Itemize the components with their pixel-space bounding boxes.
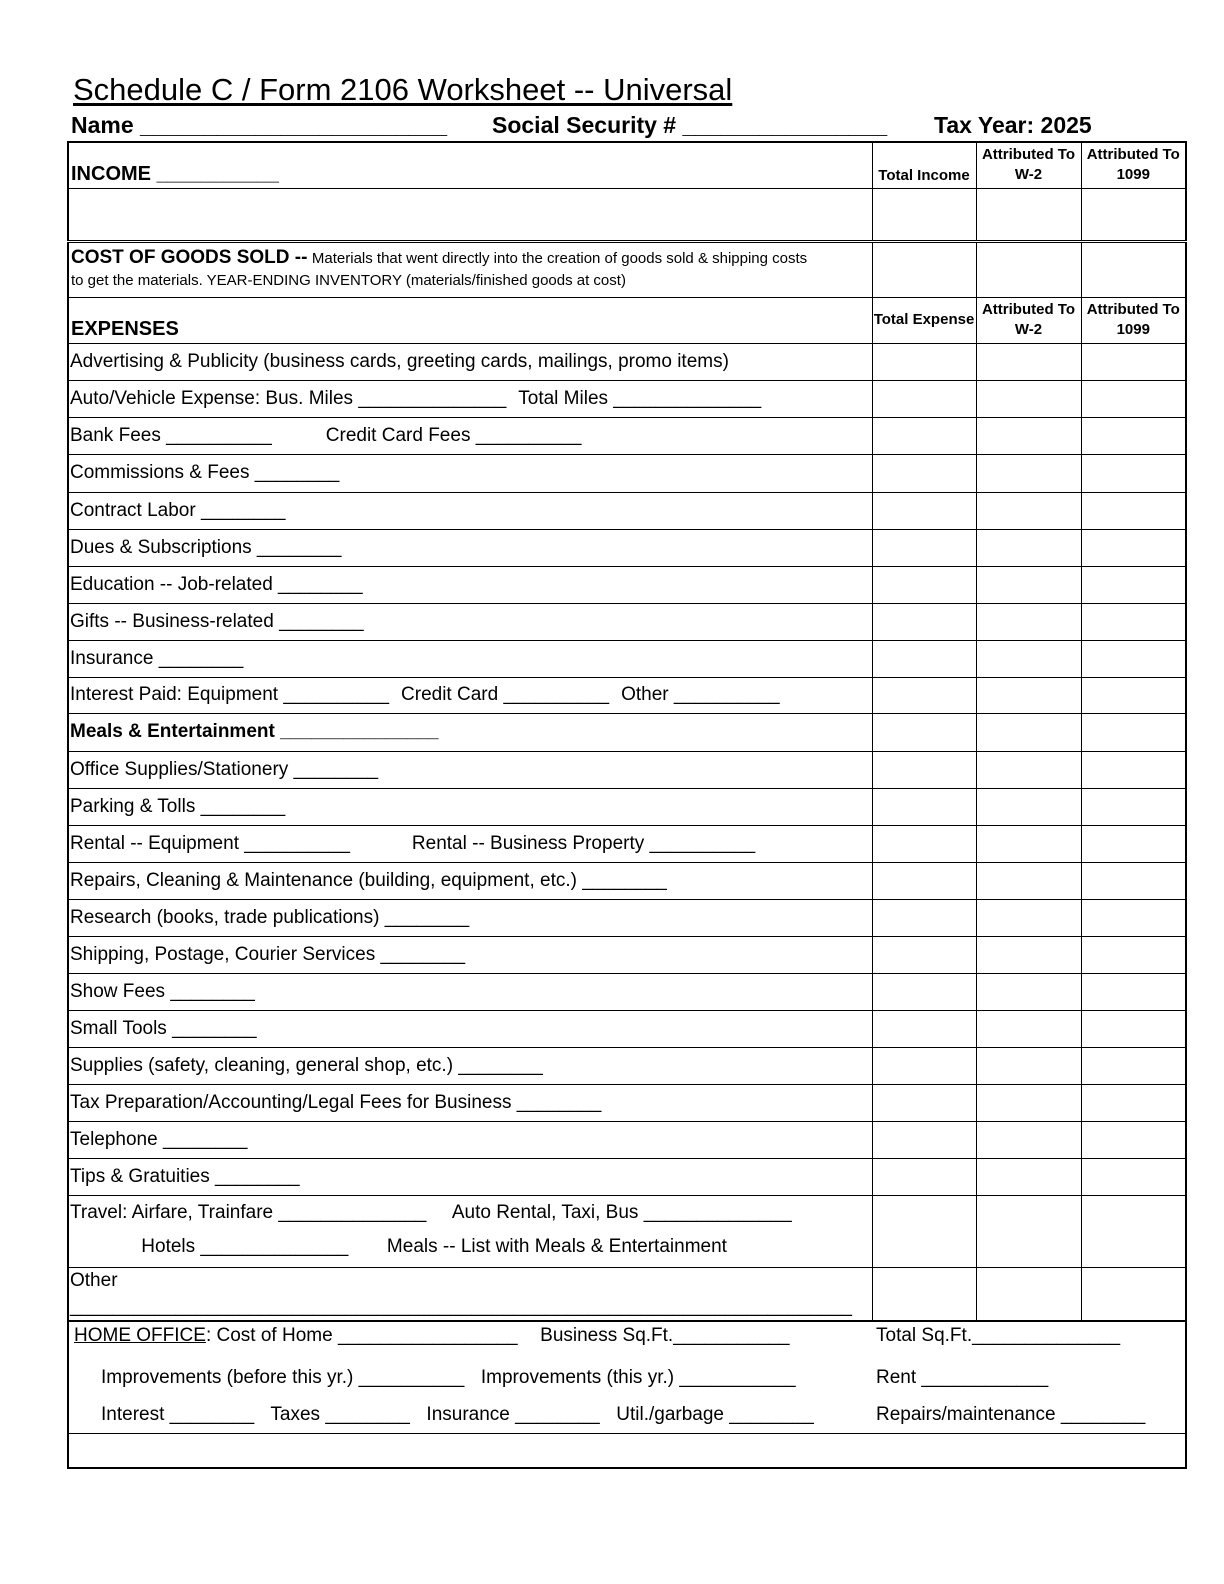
expense-label: Dues & Subscriptions ________ bbox=[70, 536, 342, 558]
expense-rows bbox=[68, 343, 1186, 1195]
expense-label: Rental -- Business Property __________ bbox=[411, 832, 756, 854]
income-entry-row bbox=[68, 188, 1186, 241]
expense-w2-cell[interactable] bbox=[976, 825, 1081, 862]
expense-label: Small Tools ________ bbox=[70, 1017, 257, 1039]
expense-1099-cell[interactable] bbox=[1081, 566, 1186, 603]
expense-label: Insurance ________ bbox=[70, 647, 244, 669]
expense-total-cell[interactable] bbox=[872, 1010, 976, 1047]
expense-row bbox=[68, 788, 1186, 825]
expense-row bbox=[68, 492, 1186, 529]
expense-total-cell[interactable] bbox=[872, 788, 976, 825]
travel-w2-cell[interactable] bbox=[976, 1195, 1081, 1267]
expense-w2-cell[interactable] bbox=[976, 713, 1081, 751]
expense-label-cell bbox=[68, 566, 872, 603]
expense-row bbox=[68, 529, 1186, 566]
expense-row bbox=[68, 417, 1186, 454]
ssn-blank: ________________ bbox=[682, 112, 888, 138]
expense-total-cell[interactable] bbox=[872, 603, 976, 640]
home-office-row bbox=[68, 1321, 1186, 1434]
expense-label: Credit Card Fees __________ bbox=[325, 424, 582, 446]
travel-1099-cell[interactable] bbox=[1081, 1195, 1186, 1267]
expense-label-cell bbox=[68, 1084, 872, 1121]
insurance-field[interactable]: Insurance ________ bbox=[426, 1403, 600, 1425]
income-label: INCOME bbox=[71, 162, 151, 185]
income-blank: ___________ bbox=[156, 162, 279, 185]
other-label: Other bbox=[70, 1269, 118, 1291]
expense-total-cell[interactable] bbox=[872, 1047, 976, 1084]
expense-w2-cell[interactable] bbox=[976, 1047, 1081, 1084]
expense-label-cell bbox=[68, 529, 872, 566]
income-total-cell[interactable] bbox=[872, 188, 976, 241]
expense-total-cell[interactable] bbox=[872, 529, 976, 566]
expense-w2-cell[interactable] bbox=[976, 936, 1081, 973]
expense-label: Tax Preparation/Accounting/Legal Fees for Business ________ bbox=[70, 1091, 602, 1113]
expense-total-cell[interactable] bbox=[872, 380, 976, 417]
expense-row bbox=[68, 936, 1186, 973]
expense-label: Repairs, Cleaning & Maintenance (building, equipment, etc.) ________ bbox=[70, 869, 667, 891]
expense-label-cell bbox=[68, 640, 872, 677]
travel-total-cell[interactable] bbox=[872, 1195, 976, 1267]
expense-label-cell bbox=[68, 1158, 872, 1195]
expense-total-cell[interactable] bbox=[872, 973, 976, 1010]
expense-label: Tips & Gratuities ________ bbox=[70, 1165, 300, 1187]
expense-row bbox=[68, 713, 1186, 751]
expense-label: Parking & Tolls ________ bbox=[70, 795, 286, 817]
expense-row bbox=[68, 677, 1186, 713]
expense-w2-cell[interactable] bbox=[976, 529, 1081, 566]
expenses-label: EXPENSES bbox=[68, 297, 872, 343]
home-office-total-cell[interactable] bbox=[68, 1434, 1186, 1468]
expense-w2-cell[interactable] bbox=[976, 454, 1081, 492]
expense-w2-cell[interactable] bbox=[976, 417, 1081, 454]
expense-total-cell[interactable] bbox=[872, 454, 976, 492]
expense-label: Supplies (safety, cleaning, general shop, etc.) ________ bbox=[70, 1054, 543, 1076]
expense-label: Commissions & Fees ________ bbox=[70, 462, 340, 483]
expense-w2-cell[interactable] bbox=[976, 380, 1081, 417]
expense-w2-cell[interactable] bbox=[976, 862, 1081, 899]
expense-1099-cell[interactable] bbox=[1081, 380, 1186, 417]
expense-row-travel bbox=[68, 1195, 1186, 1267]
expense-total-cell[interactable] bbox=[872, 899, 976, 936]
expense-1099-cell[interactable] bbox=[1081, 677, 1186, 713]
expense-row bbox=[68, 343, 1186, 380]
expense-row bbox=[68, 825, 1186, 862]
expense-total-cell[interactable] bbox=[872, 1121, 976, 1158]
home-office-section bbox=[68, 1321, 1186, 1434]
expense-label: Research (books, trade publications) ________ bbox=[70, 906, 470, 928]
page-title: Schedule C / Form 2106 Worksheet -- Universal bbox=[73, 72, 733, 107]
expense-1099-cell[interactable] bbox=[1081, 751, 1186, 788]
other-1099-cell[interactable] bbox=[1081, 1267, 1186, 1321]
col-expense-w2: Attributed To W-2 bbox=[976, 297, 1081, 343]
home-office-line3 bbox=[101, 1404, 814, 1426]
cogs-desc1: Materials that went directly into the creation of goods sold & shipping costs bbox=[311, 250, 808, 267]
expense-w2-cell[interactable] bbox=[976, 492, 1081, 529]
expense-1099-cell[interactable] bbox=[1081, 603, 1186, 640]
travel-label-cell bbox=[68, 1195, 872, 1267]
expense-label: Meals & Entertainment _______________ bbox=[70, 721, 439, 742]
expense-label: Interest Paid: Equipment __________ bbox=[70, 684, 390, 705]
expense-label: Other __________ bbox=[621, 684, 780, 705]
util-garbage-field[interactable]: Util./garbage ________ bbox=[616, 1403, 814, 1425]
travel-line2a: Hotels ______________ bbox=[141, 1235, 349, 1257]
interest-field[interactable]: Interest ________ bbox=[101, 1403, 255, 1425]
expense-label: Auto/Vehicle Expense: Bus. Miles ______________ bbox=[70, 387, 507, 409]
expense-label: Credit Card __________ bbox=[401, 684, 610, 705]
expense-1099-cell[interactable] bbox=[1081, 454, 1186, 492]
expense-row bbox=[68, 1010, 1186, 1047]
expense-w2-cell[interactable] bbox=[976, 751, 1081, 788]
expense-label-cell bbox=[68, 751, 872, 788]
expense-row bbox=[68, 1121, 1186, 1158]
expense-row bbox=[68, 751, 1186, 788]
expense-1099-cell[interactable] bbox=[1081, 640, 1186, 677]
income-w2-cell[interactable] bbox=[976, 188, 1081, 241]
expense-label-cell bbox=[68, 454, 872, 492]
tax-year: Tax Year: 2025 bbox=[934, 112, 1092, 138]
expense-total-cell[interactable] bbox=[872, 1084, 976, 1121]
expense-1099-cell[interactable] bbox=[1081, 936, 1186, 973]
expense-label-cell bbox=[68, 677, 872, 713]
expense-label: Office Supplies/Stationery ________ bbox=[70, 758, 379, 780]
expense-1099-cell[interactable] bbox=[1081, 1047, 1186, 1084]
expense-row bbox=[68, 1158, 1186, 1195]
expense-row bbox=[68, 603, 1186, 640]
cogs-label: COST OF GOODS SOLD -- bbox=[71, 247, 308, 268]
cogs-label-cell bbox=[68, 241, 872, 297]
expense-label-cell bbox=[68, 1010, 872, 1047]
expense-label-cell bbox=[68, 825, 872, 862]
expense-total-cell[interactable] bbox=[872, 343, 976, 380]
expense-w2-cell[interactable] bbox=[976, 899, 1081, 936]
col-income-1099: Attributed To 1099 bbox=[1081, 142, 1186, 188]
expense-1099-cell[interactable] bbox=[1081, 492, 1186, 529]
expense-1099-cell[interactable] bbox=[1081, 343, 1186, 380]
travel-line1b: Auto Rental, Taxi, Bus ______________ bbox=[451, 1201, 792, 1223]
expense-total-cell[interactable] bbox=[872, 1158, 976, 1195]
expense-label-cell bbox=[68, 1047, 872, 1084]
expense-label: Contract Labor ________ bbox=[70, 499, 286, 521]
expense-label: Total Miles ______________ bbox=[518, 387, 762, 409]
expense-label: Advertising & Publicity (business cards, greeting cards, mailings, promo items) bbox=[70, 350, 729, 372]
rent-field[interactable]: Rent ____________ bbox=[876, 1366, 1049, 1388]
expense-total-cell[interactable] bbox=[872, 751, 976, 788]
expense-label-cell bbox=[68, 380, 872, 417]
expense-row bbox=[68, 640, 1186, 677]
col-income-w2: Attributed To W-2 bbox=[976, 142, 1081, 188]
cogs-total-cell[interactable] bbox=[872, 241, 976, 297]
expense-label-cell bbox=[68, 603, 872, 640]
expense-w2-cell[interactable] bbox=[976, 788, 1081, 825]
expense-1099-cell[interactable] bbox=[1081, 1084, 1186, 1121]
expense-label-cell bbox=[68, 1121, 872, 1158]
expense-1099-cell[interactable] bbox=[1081, 1158, 1186, 1195]
expense-1099-cell[interactable] bbox=[1081, 417, 1186, 454]
expense-row bbox=[68, 566, 1186, 603]
expense-label: Show Fees ________ bbox=[70, 980, 255, 1002]
cogs-1099-cell[interactable] bbox=[1081, 241, 1186, 297]
expense-total-cell[interactable] bbox=[872, 936, 976, 973]
expense-1099-cell[interactable] bbox=[1081, 529, 1186, 566]
name-blank: ________________________ bbox=[140, 112, 448, 138]
home-office-line2 bbox=[101, 1367, 796, 1389]
expense-row bbox=[68, 454, 1186, 492]
home-office-title: HOME OFFICE bbox=[74, 1324, 206, 1346]
other-label-cell bbox=[68, 1267, 872, 1321]
cogs-row bbox=[68, 241, 1186, 297]
home-office-line1 bbox=[74, 1325, 789, 1347]
repairs-maintenance-field[interactable]: Repairs/maintenance ________ bbox=[876, 1403, 1146, 1425]
expense-total-cell[interactable] bbox=[872, 825, 976, 862]
income-label-cell bbox=[68, 142, 872, 188]
home-office-total-row bbox=[68, 1434, 1186, 1468]
expense-row bbox=[68, 899, 1186, 936]
expense-w2-cell[interactable] bbox=[976, 343, 1081, 380]
expense-label-cell bbox=[68, 713, 872, 751]
expense-total-cell[interactable] bbox=[872, 492, 976, 529]
expense-label: Education -- Job-related ________ bbox=[70, 573, 363, 595]
improvements-this-field[interactable]: Improvements (this yr.) ___________ bbox=[480, 1366, 796, 1388]
col-expense-1099: Attributed To 1099 bbox=[1081, 297, 1186, 343]
expense-label-cell bbox=[68, 899, 872, 936]
expense-label: Gifts -- Business-related ________ bbox=[70, 610, 364, 632]
expense-1099-cell[interactable] bbox=[1081, 1010, 1186, 1047]
other-blank: __________________________________________________________________________ bbox=[70, 1295, 852, 1317]
expense-row-other bbox=[68, 1267, 1186, 1321]
travel-line2b: Meals -- List with Meals & Entertainment bbox=[386, 1235, 727, 1257]
expense-w2-cell[interactable] bbox=[976, 566, 1081, 603]
expense-row bbox=[68, 1084, 1186, 1121]
expense-label-cell bbox=[68, 417, 872, 454]
expense-label-cell bbox=[68, 788, 872, 825]
expense-row bbox=[68, 1047, 1186, 1084]
expense-1099-cell[interactable] bbox=[1081, 1121, 1186, 1158]
expense-1099-cell[interactable] bbox=[1081, 862, 1186, 899]
other-total-cell[interactable] bbox=[872, 1267, 976, 1321]
income-1099-cell[interactable] bbox=[1081, 188, 1186, 241]
expense-w2-cell[interactable] bbox=[976, 640, 1081, 677]
col-total-expense: Total Expense bbox=[872, 297, 976, 343]
expense-total-cell[interactable] bbox=[872, 862, 976, 899]
expense-total-cell[interactable] bbox=[872, 417, 976, 454]
other-w2-cell[interactable] bbox=[976, 1267, 1081, 1321]
expense-label: Shipping, Postage, Courier Services ________ bbox=[70, 943, 466, 965]
expenses-header-row bbox=[68, 297, 1186, 343]
expense-1099-cell[interactable] bbox=[1081, 973, 1186, 1010]
expense-label-cell bbox=[68, 862, 872, 899]
business-sqft-field[interactable]: Business Sq.Ft.___________ bbox=[540, 1324, 790, 1346]
expense-w2-cell[interactable] bbox=[976, 1084, 1081, 1121]
expense-1099-cell[interactable] bbox=[1081, 825, 1186, 862]
expense-1099-cell[interactable] bbox=[1081, 899, 1186, 936]
expense-w2-cell[interactable] bbox=[976, 603, 1081, 640]
expense-total-cell[interactable] bbox=[872, 566, 976, 603]
name-field[interactable] bbox=[71, 112, 447, 139]
expense-total-cell[interactable] bbox=[872, 640, 976, 677]
cogs-desc2: to get the materials. YEAR-ENDING INVENTORY (materials/finished goods at cost) bbox=[71, 272, 626, 289]
expense-w2-cell[interactable] bbox=[976, 1010, 1081, 1047]
ssn-label: Social Security # bbox=[492, 112, 677, 138]
ssn-field[interactable] bbox=[492, 112, 887, 139]
taxes-field[interactable]: Taxes ________ bbox=[270, 1403, 410, 1425]
expense-w2-cell[interactable] bbox=[976, 1121, 1081, 1158]
cost-of-home-field[interactable]: : Cost of Home _________________ bbox=[205, 1324, 518, 1346]
income-description-cell[interactable] bbox=[68, 188, 872, 241]
expense-w2-cell[interactable] bbox=[976, 1158, 1081, 1195]
cogs-w2-cell[interactable] bbox=[976, 241, 1081, 297]
worksheet-table bbox=[67, 141, 1187, 1469]
expense-row bbox=[68, 862, 1186, 899]
expense-label-cell bbox=[68, 492, 872, 529]
col-total-income: Total Income bbox=[872, 142, 976, 188]
expense-label: Bank Fees __________ bbox=[70, 424, 272, 446]
improvements-before-field[interactable]: Improvements (before this yr.) __________ bbox=[101, 1366, 465, 1388]
expense-label: Telephone ________ bbox=[70, 1128, 248, 1150]
travel-line1a: Travel: Airfare, Trainfare ______________ bbox=[70, 1201, 427, 1223]
total-sqft-field[interactable]: Total Sq.Ft.______________ bbox=[876, 1324, 1121, 1346]
expense-1099-cell[interactable] bbox=[1081, 788, 1186, 825]
expense-label-cell bbox=[68, 973, 872, 1010]
name-label: Name bbox=[71, 112, 134, 138]
expense-row bbox=[68, 380, 1186, 417]
expense-total-cell[interactable] bbox=[872, 677, 976, 713]
expense-w2-cell[interactable] bbox=[976, 677, 1081, 713]
expense-w2-cell[interactable] bbox=[976, 973, 1081, 1010]
expense-1099-cell[interactable] bbox=[1081, 713, 1186, 751]
expense-label-cell bbox=[68, 343, 872, 380]
expense-label-cell bbox=[68, 936, 872, 973]
expense-total-cell[interactable] bbox=[872, 713, 976, 751]
expense-label: Rental -- Equipment __________ bbox=[70, 832, 350, 854]
income-header-row bbox=[68, 142, 1186, 188]
expense-row bbox=[68, 973, 1186, 1010]
